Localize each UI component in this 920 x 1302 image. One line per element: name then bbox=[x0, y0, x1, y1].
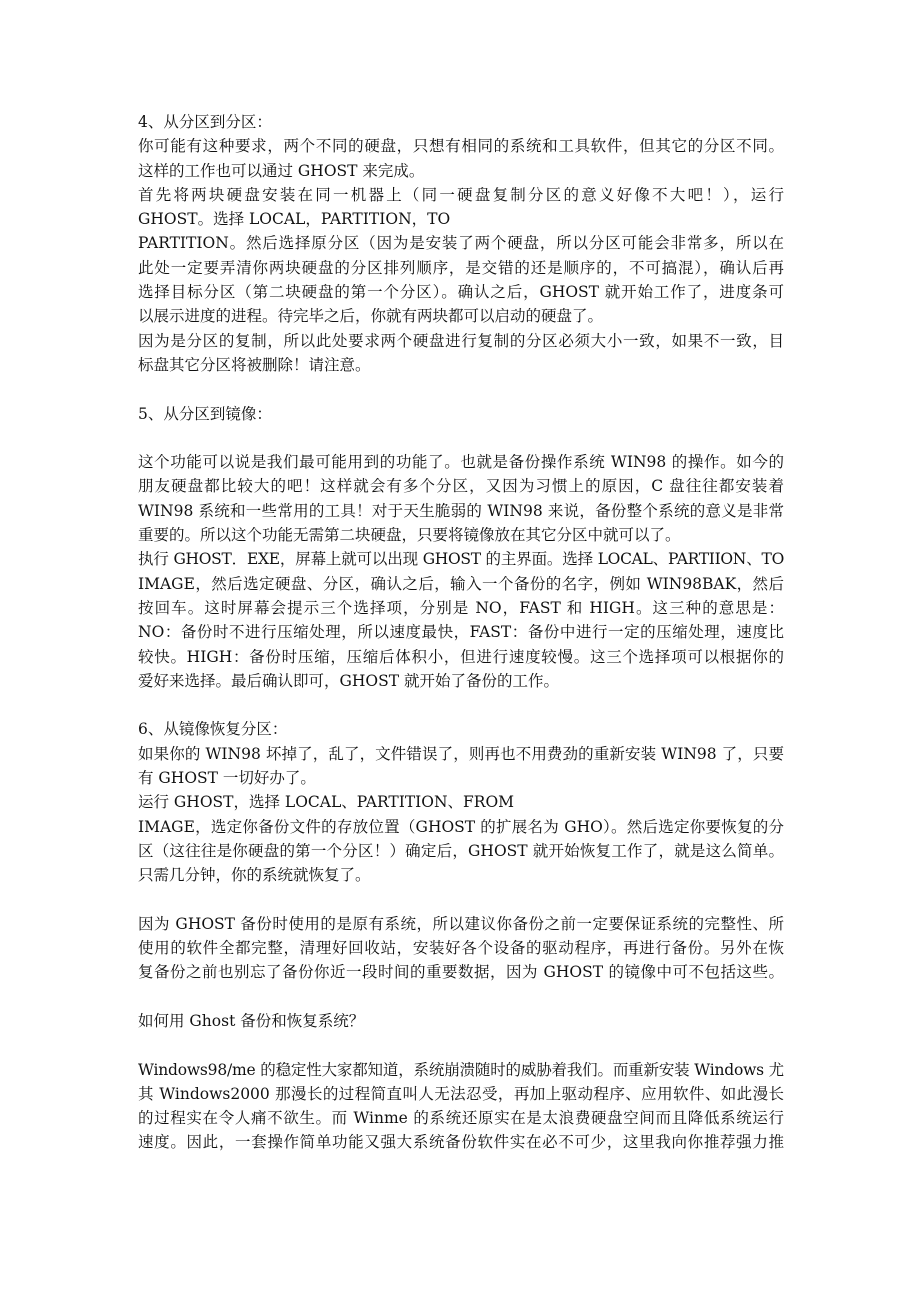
text-line: 这样的工作也可以通过 GHOST 来完成。 bbox=[138, 161, 425, 180]
blank-line bbox=[138, 426, 784, 450]
text-line: 6、从镜像恢复分区： bbox=[138, 720, 288, 739]
text-line: 复备份之前也别忘了备份你近一段时间的重要数据，因为 GHOST 的镜像中可不包括这些。 bbox=[138, 963, 784, 982]
text-line: Windows98/me 的稳定性大家都知道，系统崩溃随时的威胁着我们。而重新安装 Windows 尤 bbox=[138, 1060, 784, 1079]
text-line: 速度。因此，一套操作简单功能又强大系统备份软件实在必不可少，这里我向你推荐强力推 bbox=[138, 1133, 784, 1152]
blank-line bbox=[138, 377, 784, 401]
text-line: 此处一定要弄清你两块硬盘的分区排列顺序，是交错的还是顺序的，不可搞混），确认后再 bbox=[138, 258, 784, 277]
blank-line bbox=[138, 985, 784, 1009]
text-line: 标盘其它分区将被删除！请注意。 bbox=[138, 355, 371, 374]
blank-line bbox=[138, 1033, 784, 1057]
blank-line bbox=[138, 888, 784, 912]
text-line: 朋友硬盘都比较大的吧！这样就会有多个分区，又因为习惯上的原因，C 盘往往都安装着 bbox=[138, 477, 784, 496]
text-line: 区（这往往是你硬盘的第一个分区！）确定后，GHOST 就开始恢复工作了，就是这么简单。 bbox=[138, 841, 784, 860]
text-line: 有 GHOST 一切好办了。 bbox=[138, 769, 316, 788]
text-line: 运行 GHOST，选择 LOCAL、PARTITION、FROM bbox=[138, 793, 515, 812]
text-line: IMAGE，选定你备份文件的存放位置（GHOST 的扩展名为 GHO）。然后选定你要恢复的分 bbox=[138, 817, 784, 836]
text-line: NO：备份时不进行压缩处理，所以速度最快，FAST：备份中进行一定的压缩处理，速度比 bbox=[138, 623, 784, 642]
text-line: 只需几分钟，你的系统就恢复了。 bbox=[138, 866, 371, 885]
text-line: WIN98 系统和一些常用的工具！对于天生脆弱的 WIN98 来说，备份整个系统的意义是非常 bbox=[138, 501, 784, 520]
text-line: 4、从分区到分区： bbox=[138, 113, 272, 131]
text-line: 其 Windows2000 那漫长的过程简直叫人无法忍受，再加上驱动程序、应用软件、如此漫长 bbox=[138, 1084, 784, 1103]
text-line: 首先将两块硬盘安装在同一机器上（同一硬盘复制分区的意义好像不大吧！），运行 bbox=[138, 185, 784, 204]
text-line: GHOST。选择 LOCAL，PARTITION，TO bbox=[138, 210, 451, 229]
text-line: 如果你的 WIN98 坏掉了，乱了，文件错误了，则再也不用费劲的重新安装 WIN98 了，只要 bbox=[138, 744, 784, 763]
blank-line bbox=[138, 693, 784, 717]
text-line: 选择目标分区（第二块硬盘的第一个分区）。确认之后，GHOST 就开始工作了，进度条可 bbox=[138, 283, 784, 302]
text-line: 较快。HIGH：备份时压缩，压缩后体积小，但进行速度较慢。这三个选择项可以根据你的 bbox=[138, 647, 784, 666]
text-line: 使用的软件全都完整，清理好回收站，安装好各个设备的驱动程序，再进行备份。另外在恢 bbox=[138, 939, 784, 958]
text-line: 爱好来选择。最后确认即可，GHOST 就开始了备份的工作。 bbox=[138, 671, 559, 690]
text-line: 这个功能可以说是我们最可能用到的功能了。也就是备份操作系统 WIN98 的操作。如今的 bbox=[138, 453, 784, 472]
text-line: 5、从分区到镜像： bbox=[138, 404, 272, 423]
text-line: 如何用 Ghost 备份和恢复系统？ bbox=[138, 1011, 365, 1030]
text-line: 你可能有这种要求，两个不同的硬盘，只想有相同的系统和工具软件，但其它的分区不同。 bbox=[138, 137, 784, 156]
text-line: 因为是分区的复制，所以此处要求两个硬盘进行复制的分区必须大小一致，如果不一致，目 bbox=[138, 331, 784, 350]
text-line: 以展示进度的进程。待完毕之后，你就有两块都可以启动的硬盘了。 bbox=[138, 307, 604, 326]
text-line: IMAGE，然后选定硬盘、分区，确认之后，输入一个备份的名字，例如 WIN98BAK，然后 bbox=[138, 574, 784, 593]
text-line: 因为 GHOST 备份时使用的是原有系统，所以建议你备份之前一定要保证系统的完整性、所 bbox=[138, 914, 784, 933]
text-line: 执行 GHOST．EXE，屏幕上就可以出现 GHOST 的主界面。选择 LOCAL、PARTIION、TO bbox=[138, 550, 784, 569]
text-line: 按回车。这时屏幕会提示三个选择项，分别是 NO，FAST 和 HIGH。这三种的意思是： bbox=[138, 598, 784, 617]
text-line: 的过程实在令人痛不欲生。而 Winme 的系统还原实在是太浪费硬盘空间而且降低系统运行 bbox=[138, 1109, 784, 1128]
text-line: PARTITION。然后选择原分区（因为是安装了两个硬盘，所以分区可能会非常多，所以在 bbox=[138, 234, 784, 253]
text-line: 重要的。所以这个功能无需第二块硬盘，只要将镜像放在其它分区中就可以了。 bbox=[138, 526, 681, 545]
document-page bbox=[138, 110, 784, 1155]
